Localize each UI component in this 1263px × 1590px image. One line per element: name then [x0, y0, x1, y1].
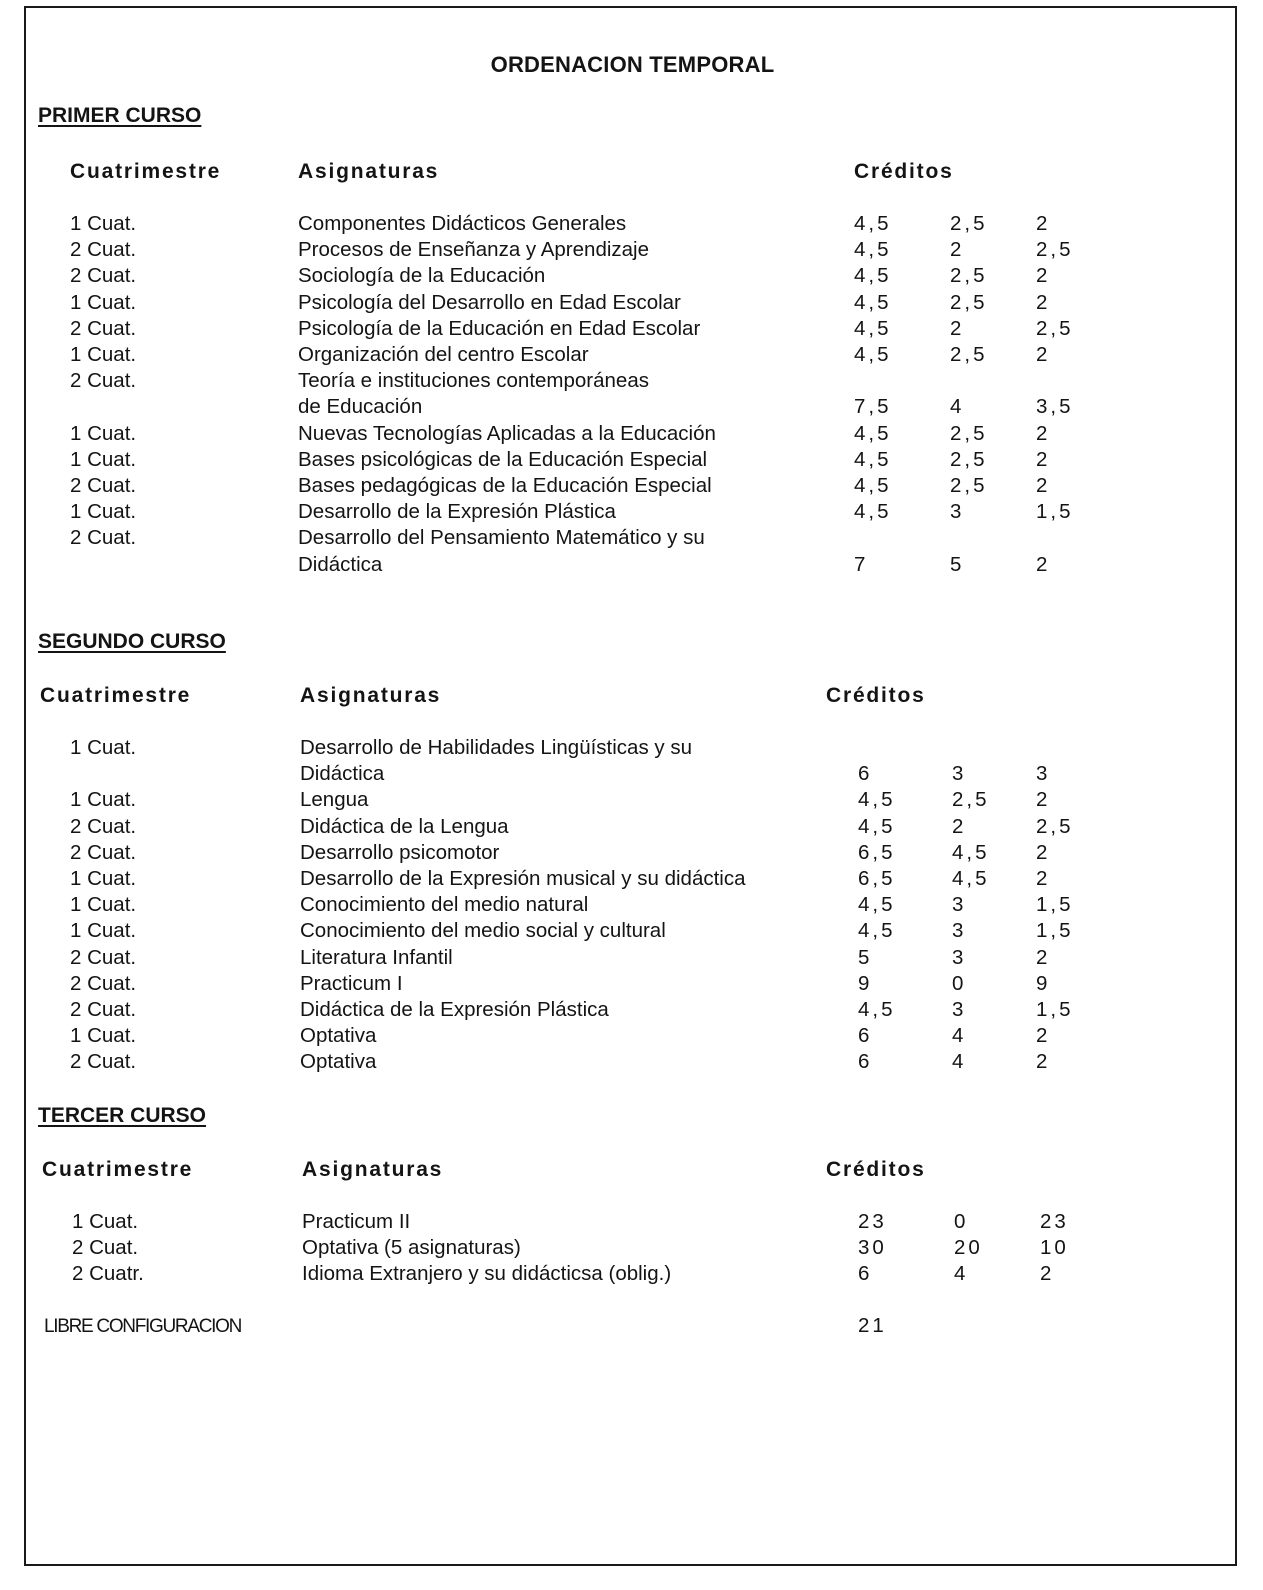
column-header-asignaturas: Asignaturas — [302, 1158, 444, 1181]
row-creditos-teoricos: 0 — [952, 971, 967, 995]
column-header-cuatrimestre: Cuatrimestre — [70, 160, 222, 183]
row-creditos-practicos: 2,5 — [1036, 814, 1074, 838]
row-cuatrimestre: 1 Cuat. — [70, 736, 137, 759]
row-cuatrimestre: 2 Cuat. — [70, 316, 137, 340]
row-asignatura: Idioma Extranjero y su didácticsa (oblig.) — [302, 1262, 672, 1286]
row-cuatrimestre: 1 Cuat. — [70, 919, 137, 943]
row-creditos-teoricos: 2,5 — [950, 474, 988, 497]
row-asignatura: Optativa (5 asignaturas) — [302, 1236, 521, 1260]
row-asignatura: Practicum II — [302, 1210, 411, 1233]
section-heading: PRIMER CURSO — [38, 104, 202, 127]
row-creditos-teoricos: 4,5 — [952, 867, 990, 890]
row-creditos-practicos: 2 — [1036, 343, 1051, 366]
row-cuatrimestre: 1 Cuat. — [70, 500, 137, 524]
row-creditos-practicos: 2 — [1036, 945, 1051, 969]
row-cuatrimestre: 1 Cuat. — [70, 867, 137, 890]
row-cuatrimestre: 1 Cuat. — [70, 1024, 137, 1048]
row-asignatura: Conocimiento del medio natural — [300, 893, 589, 917]
row-creditos-teoricos: 3 — [950, 500, 965, 524]
row-creditos-total: 4,5 — [858, 919, 896, 943]
row-cuatrimestre: 2 Cuat. — [70, 264, 137, 288]
section-heading: TERCER CURSO — [38, 1104, 207, 1127]
row-creditos-teoricos: 2,5 — [950, 264, 988, 288]
row-asignatura: Didáctica — [300, 762, 385, 786]
row-creditos-teoricos: 4 — [952, 1050, 967, 1074]
row-asignatura: Optativa — [300, 1050, 377, 1074]
row-creditos-practicos: 23 — [1040, 1210, 1069, 1233]
row-cuatrimestre: 1 Cuat. — [70, 447, 137, 471]
document-page — [24, 6, 1237, 1566]
row-creditos-total: 7 — [854, 552, 869, 576]
row-creditos-total: 6 — [858, 1050, 873, 1074]
row-creditos-practicos: 2 — [1036, 552, 1051, 576]
row-creditos-total: 6 — [858, 1262, 873, 1286]
column-header-cuatrimestre: Cuatrimestre — [42, 1158, 194, 1181]
row-creditos-total: 4,5 — [854, 447, 892, 471]
row-asignatura: Desarrollo de la Expresión musical y su didáctica — [300, 867, 746, 890]
row-creditos-total: 4,5 — [854, 421, 892, 445]
row-creditos-teoricos: 3 — [952, 919, 967, 943]
row-creditos-teoricos: 3 — [952, 998, 967, 1021]
row-creditos-practicos: 2 — [1036, 447, 1051, 471]
row-cuatrimestre: 2 Cuat. — [70, 998, 137, 1021]
row-creditos-total: 4,5 — [858, 893, 896, 917]
row-creditos-practicos: 2 — [1036, 840, 1051, 864]
row-creditos-practicos: 3 — [1036, 762, 1051, 786]
row-creditos-total: 6 — [858, 762, 873, 786]
row-creditos-practicos: 1,5 — [1036, 893, 1074, 917]
row-creditos-teoricos: 2 — [952, 814, 967, 838]
row-creditos-teoricos: 3 — [952, 945, 967, 969]
row-asignatura: Desarrollo de Habilidades Lingüísticas y su — [300, 736, 692, 759]
row-creditos-teoricos: 2,5 — [950, 343, 988, 366]
row-asignatura: Optativa — [300, 1024, 377, 1048]
row-cuatrimestre: 1 Cuat. — [70, 290, 137, 314]
column-header-creditos: Créditos — [826, 1158, 926, 1181]
row-asignatura: Desarrollo de la Expresión Plástica — [298, 500, 616, 524]
row-creditos-teoricos: 3 — [952, 893, 967, 917]
libre-configuracion-label: LIBRE CONFIGURACION — [44, 1316, 241, 1337]
row-creditos-practicos: 2 — [1036, 867, 1051, 890]
row-creditos-total: 4,5 — [854, 474, 892, 497]
row-creditos-total: 6,5 — [858, 840, 896, 864]
row-creditos-teoricos: 2 — [950, 238, 965, 262]
row-creditos-total: 4,5 — [854, 264, 892, 288]
row-creditos-total: 6,5 — [858, 867, 896, 890]
row-asignatura: Psicología del Desarrollo en Edad Escolar — [298, 290, 681, 314]
row-creditos-teoricos: 3 — [952, 762, 967, 786]
row-asignatura: Conocimiento del medio social y cultural — [300, 919, 666, 943]
row-creditos-total: 7,5 — [854, 395, 892, 419]
row-creditos-practicos: 3,5 — [1036, 395, 1074, 419]
column-header-creditos: Créditos — [854, 160, 954, 183]
row-creditos-teoricos: 2,5 — [950, 290, 988, 314]
row-cuatrimestre: 2 Cuat. — [70, 474, 137, 497]
row-creditos-practicos: 2 — [1036, 421, 1051, 445]
row-creditos-practicos: 9 — [1036, 971, 1051, 995]
row-creditos-total: 30 — [858, 1236, 887, 1260]
row-creditos-total: 5 — [858, 945, 873, 969]
row-creditos-total: 9 — [858, 971, 873, 995]
row-creditos-practicos: 2 — [1036, 290, 1051, 314]
row-creditos-practicos: 2 — [1036, 788, 1051, 812]
row-asignatura: Nuevas Tecnologías Aplicadas a la Educación — [298, 421, 716, 445]
row-creditos-teoricos: 2,5 — [950, 212, 988, 235]
row-cuatrimestre: 2 Cuat. — [70, 526, 137, 550]
row-cuatrimestre: 1 Cuat. — [72, 1210, 139, 1233]
row-creditos-practicos: 2 — [1036, 474, 1051, 497]
column-header-asignaturas: Asignaturas — [300, 684, 442, 707]
row-creditos-total: 4,5 — [854, 290, 892, 314]
row-creditos-total: 4,5 — [854, 316, 892, 340]
row-creditos-teoricos: 4 — [950, 395, 965, 419]
row-creditos-teoricos: 4 — [954, 1262, 969, 1286]
row-creditos-teoricos: 5 — [950, 552, 965, 576]
row-creditos-teoricos: 2,5 — [950, 447, 988, 471]
row-cuatrimestre: 2 Cuat. — [70, 971, 137, 995]
row-cuatrimestre: 2 Cuat. — [70, 369, 137, 393]
row-creditos-practicos: 2 — [1040, 1262, 1055, 1286]
row-creditos-teoricos: 0 — [954, 1210, 969, 1233]
row-creditos-teoricos: 2,5 — [952, 788, 990, 812]
row-cuatrimestre: 2 Cuat. — [72, 1236, 139, 1260]
row-cuatrimestre: 2 Cuat. — [70, 238, 137, 262]
row-creditos-teoricos: 4,5 — [952, 840, 990, 864]
page-title: ORDENACION TEMPORAL — [490, 52, 775, 77]
row-asignatura: Lengua — [300, 788, 369, 812]
row-creditos-practicos: 1,5 — [1036, 919, 1074, 943]
row-cuatrimestre: 2 Cuatr. — [72, 1262, 144, 1286]
row-creditos-total: 23 — [858, 1210, 887, 1233]
row-creditos-teoricos: 2 — [950, 316, 965, 340]
row-cuatrimestre: 2 Cuat. — [70, 814, 137, 838]
row-asignatura: Didáctica de la Expresión Plástica — [300, 998, 609, 1021]
row-creditos-practicos: 2 — [1036, 1024, 1051, 1048]
row-creditos-practicos: 10 — [1040, 1236, 1069, 1260]
row-cuatrimestre: 1 Cuat. — [70, 893, 137, 917]
row-asignatura: Psicología de la Educación en Edad Escolar — [298, 316, 701, 340]
row-asignatura: Organización del centro Escolar — [298, 343, 589, 366]
row-creditos-total: 4,5 — [854, 238, 892, 262]
row-asignatura: Didáctica de la Lengua — [300, 814, 509, 838]
row-creditos-practicos: 2 — [1036, 1050, 1051, 1074]
row-creditos-teoricos: 2,5 — [950, 421, 988, 445]
row-creditos-practicos: 2,5 — [1036, 316, 1074, 340]
row-creditos-practicos: 1,5 — [1036, 998, 1074, 1021]
row-creditos-total: 4,5 — [858, 814, 896, 838]
row-asignatura: Practicum I — [300, 971, 403, 995]
row-asignatura: de Educación — [298, 395, 423, 419]
row-asignatura: Desarrollo del Pensamiento Matemático y su — [298, 526, 705, 550]
row-asignatura: Bases psicológicas de la Educación Especial — [298, 447, 708, 471]
row-cuatrimestre: 2 Cuat. — [70, 945, 137, 969]
row-cuatrimestre: 1 Cuat. — [70, 788, 137, 812]
row-asignatura: Componentes Didácticos Generales — [298, 212, 627, 235]
row-creditos-practicos: 1,5 — [1036, 500, 1074, 524]
row-cuatrimestre: 1 Cuat. — [70, 212, 137, 235]
row-creditos-total: 4,5 — [854, 500, 892, 524]
row-creditos-total: 4,5 — [858, 998, 896, 1021]
row-asignatura: Didáctica — [298, 552, 383, 576]
row-creditos-total: 6 — [858, 1024, 873, 1048]
row-cuatrimestre: 2 Cuat. — [70, 1050, 137, 1074]
row-cuatrimestre: 1 Cuat. — [70, 421, 137, 445]
row-cuatrimestre: 1 Cuat. — [70, 343, 137, 366]
row-cuatrimestre: 2 Cuat. — [70, 840, 137, 864]
column-header-asignaturas: Asignaturas — [298, 160, 440, 183]
column-header-creditos: Créditos — [826, 684, 926, 707]
row-creditos-teoricos: 20 — [954, 1236, 983, 1260]
column-header-cuatrimestre: Cuatrimestre — [40, 684, 192, 707]
row-asignatura: Procesos de Enseñanza y Aprendizaje — [298, 238, 650, 262]
row-creditos-teoricos: 4 — [952, 1024, 967, 1048]
row-asignatura: Bases pedagógicas de la Educación Especial — [298, 474, 712, 497]
row-asignatura: Sociología de la Educación — [298, 264, 546, 288]
libre-configuracion-value: 21 — [858, 1314, 887, 1337]
row-creditos-total: 4,5 — [858, 788, 896, 812]
row-asignatura: Teoría e instituciones contemporáneas — [298, 369, 649, 393]
row-asignatura: Literatura Infantil — [300, 945, 453, 969]
row-creditos-practicos: 2,5 — [1036, 238, 1074, 262]
row-creditos-total: 4,5 — [854, 343, 892, 366]
section-heading: SEGUNDO CURSO — [38, 630, 226, 653]
row-asignatura: Desarrollo psicomotor — [300, 840, 500, 864]
row-creditos-total: 4,5 — [854, 212, 892, 235]
row-creditos-practicos: 2 — [1036, 264, 1051, 288]
row-creditos-practicos: 2 — [1036, 212, 1051, 235]
